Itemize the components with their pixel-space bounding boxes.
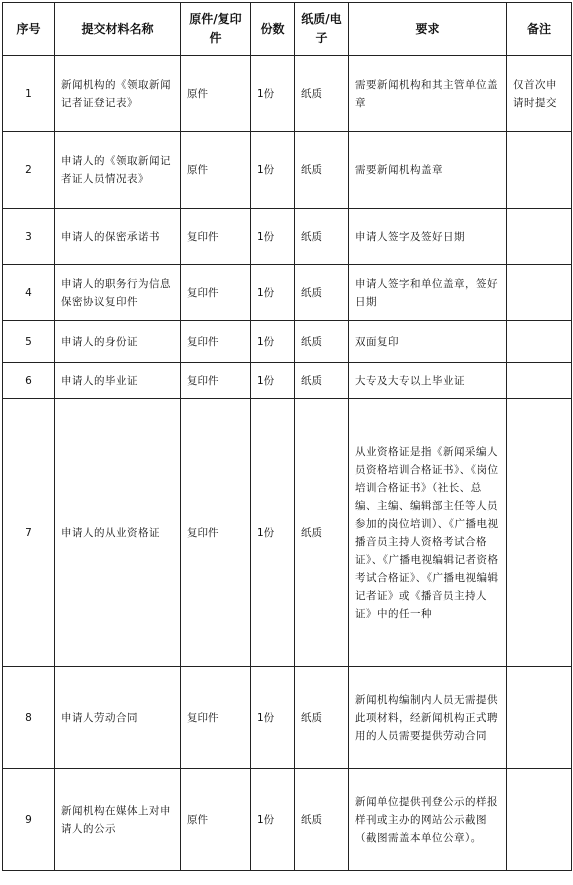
row-req: 申请人签字和单位盖章，签好日期 (349, 265, 507, 321)
row-type: 复印件 (181, 667, 251, 769)
row-type: 原件 (181, 132, 251, 209)
header-name: 提交材料名称 (55, 3, 181, 56)
row-no: 6 (3, 363, 55, 399)
header-no: 序号 (3, 3, 55, 56)
row-media: 纸质 (295, 265, 349, 321)
row-req: 双面复印 (349, 321, 507, 363)
row-note (507, 769, 572, 871)
header-count: 份数 (251, 3, 295, 56)
table-row (3, 769, 572, 871)
row-name: 申请人的身份证 (55, 321, 181, 363)
row-type: 原件 (181, 769, 251, 871)
header-media: 纸质/电子 (295, 3, 349, 56)
row-count: 1份 (251, 209, 295, 265)
table-row (3, 132, 572, 209)
row-note (507, 209, 572, 265)
row-count: 1份 (251, 56, 295, 132)
row-req: 需要新闻机构盖章 (349, 132, 507, 209)
row-type: 原件 (181, 56, 251, 132)
row-name: 申请人的保密承诺书 (55, 209, 181, 265)
row-no: 4 (3, 265, 55, 321)
row-no: 9 (3, 769, 55, 871)
row-name: 申请人的毕业证 (55, 363, 181, 399)
row-type: 复印件 (181, 363, 251, 399)
row-note (507, 265, 572, 321)
row-req: 从业资格证是指《新闻采编人员资格培训合格证书》、《岗位培训合格证书》（社长、总编、主编、编辑部主任等人员参加的岗位培训）、《广播电视播音员主持人资格考试合格证》、《广播电视编辑记者资格考试合格证》、《广播电视编辑记者证》或《播音员主持人证》中的任一种 (349, 399, 507, 667)
header-req: 要求 (349, 3, 507, 56)
row-req: 需要新闻机构和其主管单位盖章 (349, 56, 507, 132)
row-name: 申请人的《领取新闻记者证人员情况表》 (55, 132, 181, 209)
table-row (3, 56, 572, 132)
row-no: 1 (3, 56, 55, 132)
row-media: 纸质 (295, 769, 349, 871)
row-no: 7 (3, 399, 55, 667)
row-no: 8 (3, 667, 55, 769)
row-media: 纸质 (295, 399, 349, 667)
row-req: 申请人签字及签好日期 (349, 209, 507, 265)
table-row (3, 209, 572, 265)
row-name: 新闻机构的《领取新闻记者证登记表》 (55, 56, 181, 132)
row-note (507, 399, 572, 667)
row-media: 纸质 (295, 321, 349, 363)
row-req: 新闻单位提供刊登公示的样报样刊或主办的网站公示截图（截图需盖本单位公章）。 (349, 769, 507, 871)
table-row (3, 363, 572, 399)
row-no: 2 (3, 132, 55, 209)
row-req: 新闻机构编制内人员无需提供此项材料，经新闻机构正式聘用的人员需要提供劳动合同 (349, 667, 507, 769)
row-note: 仅首次申请时提交 (507, 56, 572, 132)
row-name: 新闻机构在媒体上对申请人的公示 (55, 769, 181, 871)
row-name: 申请人的职务行为信息保密协议复印件 (55, 265, 181, 321)
row-no: 5 (3, 321, 55, 363)
row-count: 1份 (251, 321, 295, 363)
header-type: 原件/复印件 (181, 3, 251, 56)
row-name: 申请人的从业资格证 (55, 399, 181, 667)
table-row (3, 399, 572, 667)
row-type: 复印件 (181, 399, 251, 667)
row-note (507, 132, 572, 209)
row-count: 1份 (251, 363, 295, 399)
header-note: 备注 (507, 3, 572, 56)
row-no: 3 (3, 209, 55, 265)
table-row (3, 265, 572, 321)
table-row (3, 321, 572, 363)
row-count: 1份 (251, 769, 295, 871)
row-note (507, 667, 572, 769)
row-type: 复印件 (181, 321, 251, 363)
table-row (3, 667, 572, 769)
row-type: 复印件 (181, 209, 251, 265)
header-row (3, 3, 572, 56)
row-req: 大专及大专以上毕业证 (349, 363, 507, 399)
row-type: 复印件 (181, 265, 251, 321)
materials-table (2, 2, 572, 871)
row-count: 1份 (251, 399, 295, 667)
row-media: 纸质 (295, 667, 349, 769)
row-count: 1份 (251, 667, 295, 769)
row-note (507, 321, 572, 363)
row-media: 纸质 (295, 209, 349, 265)
row-count: 1份 (251, 132, 295, 209)
row-media: 纸质 (295, 363, 349, 399)
row-media: 纸质 (295, 132, 349, 209)
row-count: 1份 (251, 265, 295, 321)
row-name: 申请人劳动合同 (55, 667, 181, 769)
row-note (507, 363, 572, 399)
row-media: 纸质 (295, 56, 349, 132)
